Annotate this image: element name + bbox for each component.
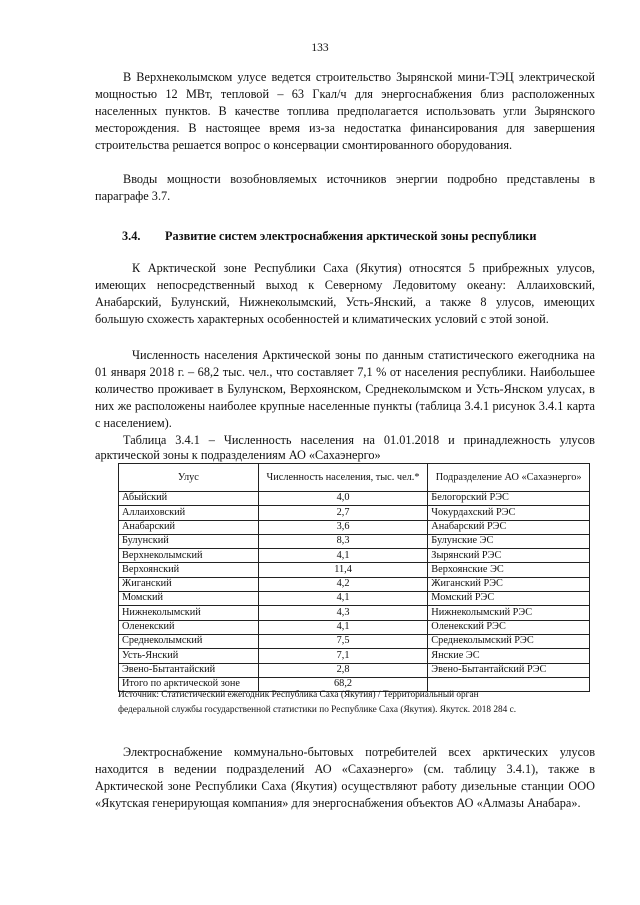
cell-division: Эвено-Бытантайский РЭС xyxy=(428,663,590,677)
cell-ulus: Аллаиховский xyxy=(119,506,259,520)
paragraph-renewables: Вводы мощности возобновляемых источников энергии подробно представлены в параграфе 3.7. xyxy=(95,172,595,204)
cell-ulus: Момский xyxy=(119,592,259,606)
cell-ulus: Верхоянский xyxy=(119,563,259,577)
table-row xyxy=(119,549,590,563)
table-row xyxy=(119,634,590,648)
page-number: 133 xyxy=(311,42,329,54)
source-line-1: Источник: Статистический ежегодник Республика Саха (Якутия) / Территориальный орган xyxy=(118,690,479,700)
cell-population: 3,6 xyxy=(258,520,428,534)
cell-division: Оленекский РЭС xyxy=(428,620,590,634)
cell-population: 4,3 xyxy=(258,606,428,620)
section-number: 3.4. xyxy=(122,229,141,243)
paragraph-arctic-zone: К Арктической зоне Республики Саха (Якутия) относятся 5 прибрежных улусов, имеющих непосредственный выход к Северному Ледовитому океану: Аллаиховский, Анабарский, Булунский, Нижнеколымский, Усть-Янский, а также 8 улусов, имеющих большую схожесть характерных особенностей и климатических условий с этой зоной. xyxy=(95,261,595,327)
table-row xyxy=(119,620,590,634)
cell-division: Верхоянские ЭС xyxy=(428,563,590,577)
table-source xyxy=(118,688,590,717)
cell-population: 7,5 xyxy=(258,634,428,648)
section-heading xyxy=(122,229,536,244)
table-body xyxy=(119,492,590,692)
header-ulus: Улус xyxy=(119,464,259,492)
table-row xyxy=(119,606,590,620)
table-row xyxy=(119,534,590,548)
cell-ulus: Итого по арктической зоне xyxy=(119,677,259,691)
cell-ulus: Нижнеколымский xyxy=(119,606,259,620)
cell-division: Янские ЭС xyxy=(428,649,590,663)
table-row xyxy=(119,649,590,663)
table-row xyxy=(119,663,590,677)
cell-population: 11,4 xyxy=(258,563,428,577)
cell-ulus: Абыйский xyxy=(119,492,259,506)
table-row xyxy=(119,592,590,606)
cell-population: 2,7 xyxy=(258,506,428,520)
cell-ulus: Среднеколымский xyxy=(119,634,259,648)
header-population: Численность населения, тыс. чел.* xyxy=(258,464,428,492)
population-table xyxy=(118,463,590,692)
paragraph-power-supply: Электроснабжение коммунально-бытовых потребителей всех арктических улусов находится в ведении подразделений АО «Сахаэнерго» (см. таблицу 3.4.1), также в Арктической зоне Республики Саха (Якутия) осуществляют работу дизельные станции ООО «Якутская генерирующая компания» для энергоснабжения объектов АО «Алмазы Анабара». xyxy=(95,745,595,811)
cell-division: Момский РЭС xyxy=(428,592,590,606)
cell-ulus: Оленекский xyxy=(119,620,259,634)
cell-population: 4,1 xyxy=(258,620,428,634)
table-row xyxy=(119,577,590,591)
cell-population: 68,2 xyxy=(258,677,428,691)
cell-population: 8,3 xyxy=(258,534,428,548)
table-row xyxy=(119,492,590,506)
cell-ulus: Эвено-Бытантайский xyxy=(119,663,259,677)
cell-ulus: Усть-Янский xyxy=(119,649,259,663)
cell-ulus: Анабарский xyxy=(119,520,259,534)
cell-ulus: Булунский xyxy=(119,534,259,548)
section-title: Развитие систем электроснабжения арктической зоны республики xyxy=(165,229,537,243)
cell-division: Зырянский РЭС xyxy=(428,549,590,563)
paragraph-population: Численность населения Арктической зоны по данным статистического ежегодника на 01 января 2018 г. – 68,2 тыс. чел., что составляет 7,1 % от населения республики. Наибольшее количество проживает в Булунском, Верхоянском, Среднеколымском и Усть-Янском улусах, в них же расположены наиболее крупные населенные пункты (таблица 3.4.1 рисунок 3.4.1 карта с населением). xyxy=(95,348,595,431)
table-row xyxy=(119,506,590,520)
cell-division: Белогорский РЭС xyxy=(428,492,590,506)
cell-population: 4,1 xyxy=(258,549,428,563)
cell-division: Нижнеколымский РЭС xyxy=(428,606,590,620)
table-row xyxy=(119,563,590,577)
cell-population: 4,0 xyxy=(258,492,428,506)
cell-population: 4,2 xyxy=(258,577,428,591)
source-line-2: федеральной службы государственной статистики по Республике Саха (Якутия). Якутск. 2018 284 с. xyxy=(118,704,517,715)
cell-division: Анабарский РЭС xyxy=(428,520,590,534)
cell-population: 7,1 xyxy=(258,649,428,663)
cell-ulus: Верхнеколымский xyxy=(119,549,259,563)
cell-ulus: Жиганский xyxy=(119,577,259,591)
cell-division: Среднеколымский РЭС xyxy=(428,634,590,648)
cell-division: Булунские ЭС xyxy=(428,534,590,548)
cell-division: Чокурдахский РЭС xyxy=(428,506,590,520)
cell-population: 4,1 xyxy=(258,592,428,606)
header-division: Подразделение АО «Сахаэнерго» xyxy=(428,464,590,492)
paragraph-mini-tec: В Верхнеколымском улусе ведется строительство Зырянской мини-ТЭЦ электрической мощностью 12 МВт, тепловой – 63 Гкал/ч для энергоснабжения близ расположенных населенных пунктов. В качестве топлива предполагается использовать угли Зырянского месторождения. В настоящее время из-за недостатка финансирования для завершения строительства решается вопрос о консервации смонтированного оборудования. xyxy=(95,70,595,153)
cell-division: Жиганский РЭС xyxy=(428,577,590,591)
cell-population: 2,8 xyxy=(258,663,428,677)
table-header-row xyxy=(119,464,590,492)
table-row xyxy=(119,520,590,534)
table-caption: Таблица 3.4.1 – Численность населения на 01.01.2018 и принадлежность улусов арктической зоны к подразделениям АО «Сахаэнерго» xyxy=(95,433,595,462)
